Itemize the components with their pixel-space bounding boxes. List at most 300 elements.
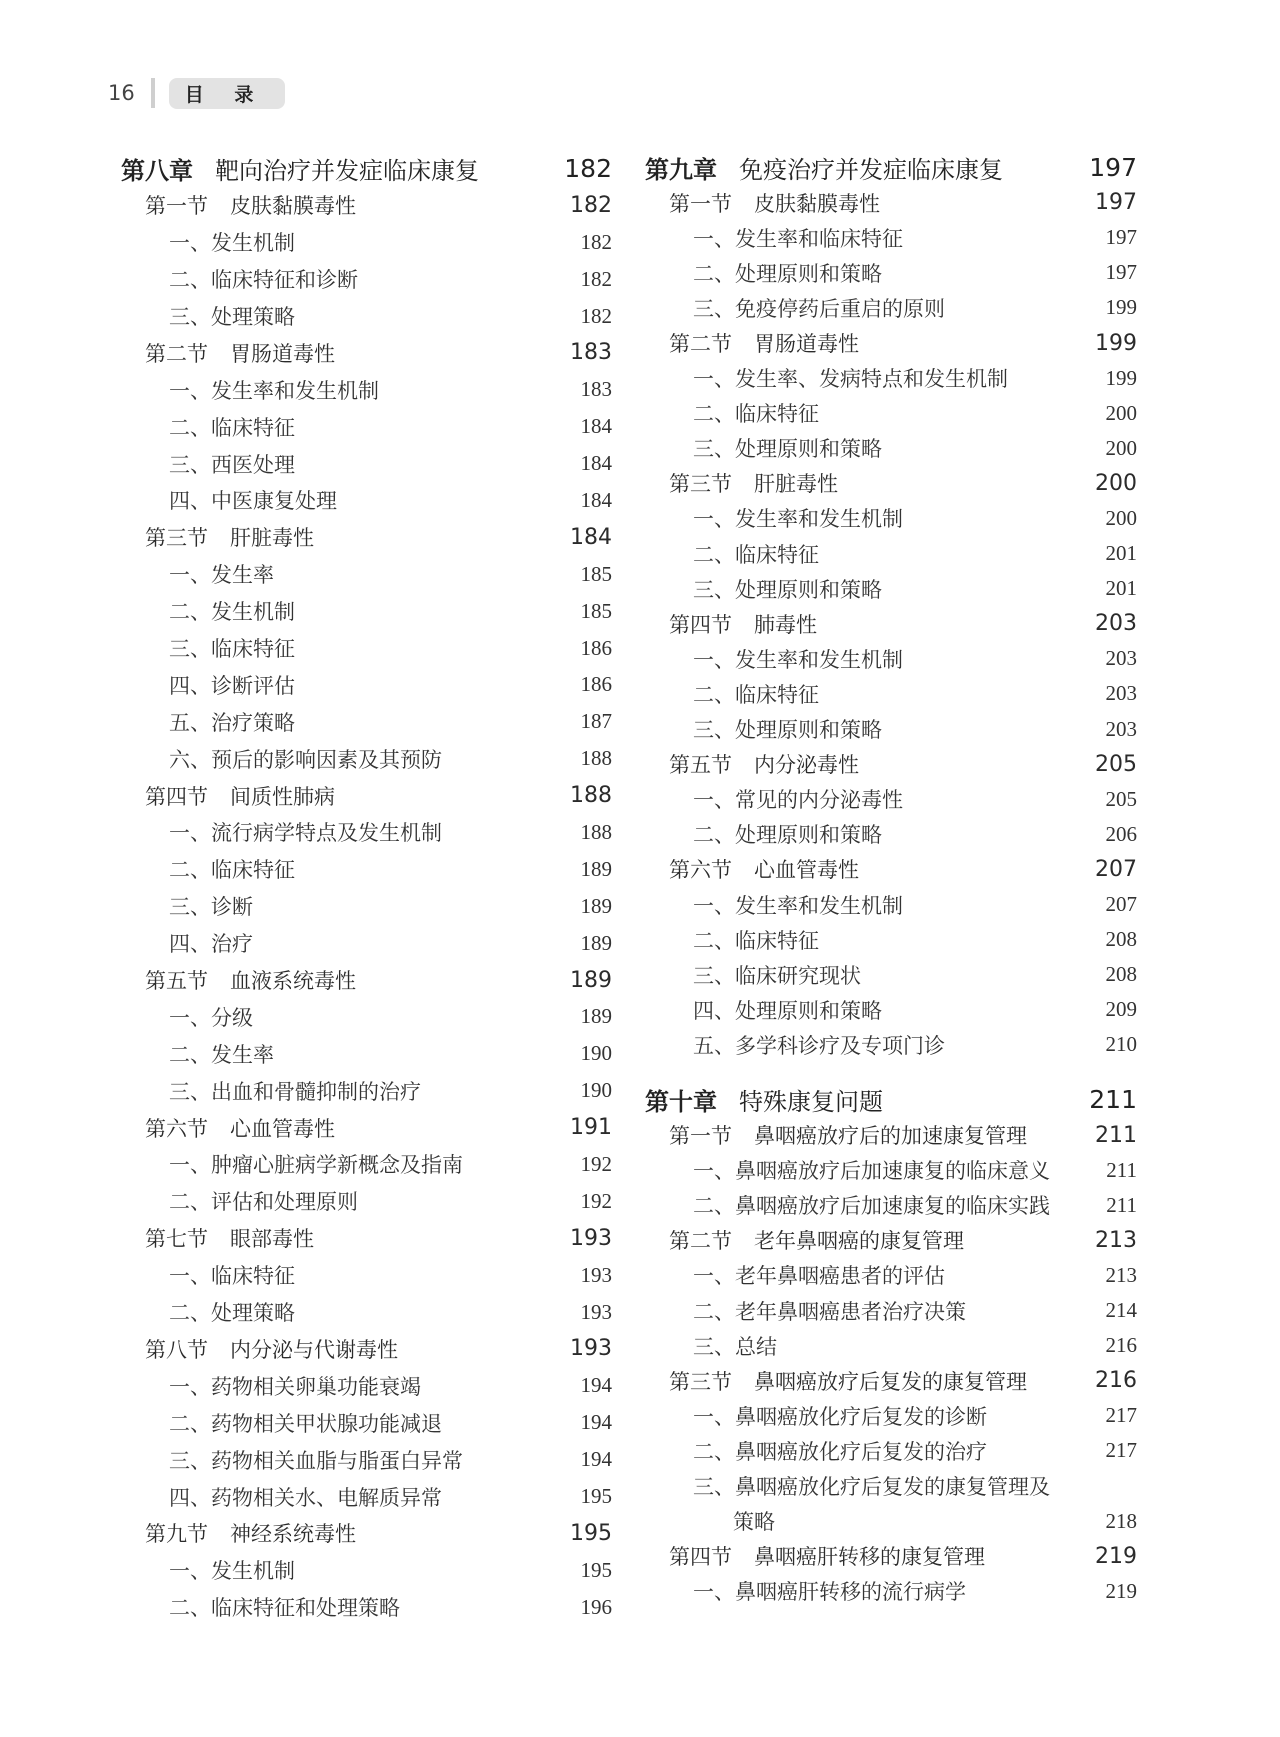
toc-entry-label	[169, 1149, 463, 1179]
toc-entry-label	[145, 190, 356, 220]
toc-section-row[interactable]	[121, 1109, 612, 1146]
toc-entry-label	[693, 1260, 945, 1290]
toc-entry-label	[169, 1592, 400, 1622]
toc-page-number: 219	[1095, 1543, 1137, 1569]
toc-entry-label	[693, 503, 903, 533]
toc-entry-label	[169, 1482, 442, 1512]
toc-item-row[interactable]	[645, 676, 1137, 711]
toc-entry-title: 特殊康复问题	[739, 1088, 883, 1117]
toc-item-row[interactable]	[121, 1146, 612, 1183]
toc-entry-title: 一、鼻咽癌放疗后加速康复的临床意义	[693, 1159, 1050, 1184]
toc-page-number: 216	[1105, 1333, 1137, 1358]
toc-item-row[interactable]	[645, 957, 1137, 992]
toc-section-row[interactable]	[121, 519, 612, 556]
toc-entry-title: 血液系统毒性	[230, 969, 356, 994]
toc-page-number: 211	[1106, 1157, 1137, 1182]
toc-page-number: 189	[580, 893, 612, 918]
toc-section-row[interactable]	[121, 1515, 612, 1552]
toc-entry-title: 靶向治疗并发症临床康复	[215, 156, 479, 185]
toc-entry-title: 二、临床特征	[693, 402, 819, 427]
toc-entry-title: 一、肿瘤心脏病学新概念及指南	[169, 1153, 463, 1178]
toc-entry-title: 三、处理原则和策略	[693, 437, 882, 462]
toc-entry-title: 五、治疗策略	[169, 710, 295, 735]
toc-entry-title: 二、鼻咽癌放疗后加速康复的临床实践	[693, 1194, 1050, 1219]
toc-page-number: 194	[580, 1447, 612, 1472]
chapter-number: 第九章	[645, 156, 717, 185]
toc-item-row[interactable]	[645, 1504, 1137, 1539]
toc-item-row[interactable]	[121, 261, 612, 298]
toc-item-row[interactable]	[645, 1188, 1137, 1223]
section-number: 第六节	[145, 1116, 208, 1141]
toc-page-number: 200	[1105, 400, 1137, 425]
toc-entry-label	[693, 1471, 1050, 1501]
toc-item-row[interactable]	[121, 224, 612, 261]
toc-item-row[interactable]	[121, 445, 612, 482]
toc-entry-title: 皮肤黏膜毒性	[230, 194, 356, 219]
toc-item-row[interactable]	[645, 641, 1137, 676]
toc-entry-label	[169, 1002, 253, 1032]
toc-item-row[interactable]	[645, 501, 1137, 536]
section-number: 第二节	[669, 332, 732, 357]
header-title: 目 录	[169, 78, 286, 109]
toc-item-row[interactable]	[121, 298, 612, 335]
toc-entry-title: 一、发生率	[169, 563, 274, 588]
toc-entry-title: 二、鼻咽癌放化疗后复发的治疗	[693, 1439, 987, 1464]
toc-item-row[interactable]	[121, 593, 612, 630]
toc-entry-title: 鼻咽癌肝转移的康复管理	[754, 1545, 985, 1570]
toc-entry-label	[693, 995, 882, 1025]
toc-entry-label	[169, 1076, 421, 1106]
toc-entry-title: 二、处理策略	[169, 1301, 295, 1326]
toc-entry-title: 二、临床特征	[693, 542, 819, 567]
toc-entry-label	[145, 1223, 314, 1253]
section-number: 第二节	[145, 341, 208, 366]
toc-entry-title: 一、发生率和发生机制	[693, 647, 903, 672]
section-number: 第九节	[145, 1522, 208, 1547]
toc-item-row[interactable]	[645, 817, 1137, 852]
toc-item-row[interactable]	[121, 1367, 612, 1404]
toc-page-number: 183	[570, 340, 612, 366]
toc-item-row[interactable]	[645, 290, 1137, 325]
toc-item-row[interactable]	[645, 220, 1137, 255]
toc-item-row[interactable]	[121, 740, 612, 777]
toc-entry-label	[693, 679, 819, 709]
toc-page-number: 199	[1105, 365, 1137, 390]
toc-section-row[interactable]	[645, 852, 1137, 887]
toc-section-row[interactable]	[121, 1220, 612, 1257]
toc-entry-title: 二、发生机制	[169, 600, 295, 625]
toc-page-number: 205	[1105, 786, 1137, 811]
toc-page-number: 182	[564, 153, 612, 183]
toc-entry-label	[169, 707, 295, 737]
toc-section-row[interactable]	[121, 1331, 612, 1368]
toc-page-number: 189	[570, 967, 612, 993]
toc-item-row[interactable]	[121, 1552, 612, 1589]
toc-entry-title: 二、处理原则和策略	[693, 823, 882, 848]
toc-item-row[interactable]	[121, 1072, 612, 1109]
toc-item-row[interactable]	[121, 888, 612, 925]
toc-item-row[interactable]	[121, 371, 612, 408]
toc-entry-label	[669, 1366, 1027, 1396]
toc-entry-title: 二、临床特征	[169, 415, 295, 440]
toc-page-number: 201	[1105, 576, 1137, 601]
toc-entry-label	[645, 150, 1003, 185]
toc-entry-label	[145, 522, 314, 552]
toc-entry-title: 二、临床特征和处理策略	[169, 1596, 400, 1621]
toc-entry-label	[169, 301, 295, 331]
toc-page-number: 192	[580, 1188, 612, 1213]
toc-entry-title: 二、评估和处理原则	[169, 1190, 358, 1215]
toc-entry-title: 二、老年鼻咽癌患者治疗决策	[693, 1299, 966, 1324]
toc-entry-title: 四、中医康复处理	[169, 489, 337, 514]
toc-entry-label	[645, 1082, 883, 1117]
toc-entry-title: 一、鼻咽癌肝转移的流行病学	[693, 1580, 966, 1605]
toc-item-row[interactable]	[645, 1328, 1137, 1363]
toc-item-row[interactable]	[121, 814, 612, 851]
toc-entry-title: 二、处理原则和策略	[693, 261, 882, 286]
toc-item-row[interactable]	[645, 1027, 1137, 1062]
toc-entry-label	[145, 965, 356, 995]
toc-item-row[interactable]	[121, 666, 612, 703]
section-number: 第二节	[669, 1229, 732, 1254]
toc-entry-title: 一、发生率和发生机制	[693, 507, 903, 532]
section-number: 第五节	[669, 753, 732, 778]
toc-item-row[interactable]	[645, 1433, 1137, 1468]
toc-entry-label	[693, 1296, 966, 1326]
toc-page-number: 214	[1105, 1298, 1137, 1323]
toc-page-number: 182	[580, 303, 612, 328]
toc-entry-title: 肝脏毒性	[230, 526, 314, 551]
toc-entry-label	[169, 1260, 295, 1290]
toc-section-row[interactable]	[645, 1223, 1137, 1258]
toc-section-row[interactable]	[645, 1539, 1137, 1574]
toc-column-left	[121, 150, 612, 1626]
chapter-number: 第十章	[645, 1088, 717, 1117]
toc-page-number: 182	[580, 266, 612, 291]
toc-entry-title: 六、预后的影响因素及其预防	[169, 747, 442, 772]
toc-item-row[interactable]	[121, 630, 612, 667]
toc-item-row[interactable]	[645, 431, 1137, 466]
toc-entry-label	[169, 227, 295, 257]
toc-entry-label	[693, 1155, 1050, 1185]
section-number: 第三节	[145, 526, 208, 551]
toc-entry-label	[669, 1225, 964, 1255]
page-number: 16	[108, 81, 135, 105]
toc-page-number: 184	[580, 487, 612, 512]
toc-entry-title: 二、临床特征	[693, 682, 819, 707]
toc-page-number: 195	[570, 1520, 612, 1546]
toc-column-right	[645, 150, 1137, 1609]
toc-entry-label	[145, 1518, 356, 1548]
toc-page-number: 187	[580, 709, 612, 734]
toc-entry-label	[121, 151, 479, 186]
toc-entry-label	[669, 328, 859, 358]
toc-section-row[interactable]	[121, 962, 612, 999]
toc-item-row[interactable]	[121, 1294, 612, 1331]
toc-page-number: 193	[570, 1336, 612, 1362]
toc-page-number: 197	[1105, 260, 1137, 285]
toc-entry-label	[693, 890, 903, 920]
section-number: 第五节	[145, 969, 208, 994]
toc-page-number: 189	[580, 930, 612, 955]
toc-entry-title: 二、药物相关甲状腺功能减退	[169, 1411, 442, 1436]
toc-page-number: 193	[580, 1299, 612, 1324]
toc-item-row[interactable]	[121, 1257, 612, 1294]
toc-item-row[interactable]	[645, 361, 1137, 396]
toc-item-row[interactable]	[645, 1153, 1137, 1188]
toc-page-number: 195	[580, 1557, 612, 1582]
toc-page-number: 191	[570, 1115, 612, 1141]
toc-chapter-row[interactable]	[645, 150, 1137, 185]
toc-entry-title: 三、鼻咽癌放化疗后复发的康复管理及	[693, 1475, 1050, 1500]
toc-entry-label	[693, 819, 882, 849]
toc-entry-title: 一、发生机制	[169, 231, 295, 256]
toc-page-number: 193	[570, 1225, 612, 1251]
toc-entry-label	[693, 714, 882, 744]
toc-page-number: 190	[580, 1041, 612, 1066]
toc-entry-label	[169, 1186, 358, 1216]
toc-entry-title: 眼部毒性	[230, 1227, 314, 1252]
toc-entry-label	[669, 468, 838, 498]
toc-entry-label	[669, 609, 817, 639]
toc-section-row[interactable]	[645, 466, 1137, 501]
toc-item-row[interactable]	[121, 1404, 612, 1441]
toc-page-number: 209	[1105, 997, 1137, 1022]
toc-chapter-row[interactable]	[645, 1082, 1137, 1117]
toc-item-row[interactable]	[645, 922, 1137, 957]
toc-entry-title: 老年鼻咽癌的康复管理	[754, 1229, 964, 1254]
toc-page-number: 195	[580, 1484, 612, 1508]
toc-chapter-row[interactable]	[121, 150, 612, 187]
section-number: 第四节	[669, 1545, 732, 1570]
toc-entry-title: 一、流行病学特点及发生机制	[169, 821, 442, 846]
toc-page-number: 184	[570, 524, 612, 550]
toc-entry-label	[669, 749, 859, 779]
toc-page-number: 188	[580, 819, 612, 844]
toc-section-row[interactable]	[645, 747, 1137, 782]
toc-entry-label	[693, 223, 903, 253]
toc-entry-title: 一、临床特征	[169, 1264, 295, 1289]
toc-entry-label	[169, 633, 295, 663]
toc-entry-title: 一、常见的内分泌毒性	[693, 788, 903, 813]
toc-entry-title: 一、发生率、发病特点和发生机制	[693, 367, 1008, 392]
toc-page-number: 182	[580, 229, 612, 254]
toc-entry-label	[693, 363, 1008, 393]
toc-item-row[interactable]	[645, 992, 1137, 1027]
toc-entry-title: 四、处理原则和策略	[693, 998, 882, 1023]
toc-entry-label	[693, 1436, 987, 1466]
toc-page-number: 185	[580, 561, 612, 586]
toc-entry-title: 三、处理策略	[169, 305, 295, 329]
toc-entry-title: 一、发生率和发生机制	[169, 378, 379, 403]
toc-section-row[interactable]	[645, 325, 1137, 360]
toc-page-number: 190	[580, 1078, 612, 1103]
toc-entry-label	[145, 338, 335, 368]
toc-item-row[interactable]	[645, 571, 1137, 606]
toc-item-row[interactable]	[645, 536, 1137, 571]
toc-page-number: 189	[580, 856, 612, 881]
toc-entry-title: 心血管毒性	[230, 1116, 335, 1141]
toc-page-number: 200	[1095, 470, 1137, 496]
toc-entry-title: 二、临床特征和诊断	[169, 268, 358, 293]
toc-item-row[interactable]	[121, 1478, 612, 1515]
toc-section-row[interactable]	[645, 1118, 1137, 1153]
toc-section-row[interactable]	[645, 1363, 1137, 1398]
toc-item-row[interactable]	[121, 1441, 612, 1478]
toc-page-number: 207	[1095, 856, 1137, 882]
toc-entry-label	[693, 1030, 945, 1060]
toc-entry-title: 三、药物相关血脂与脂蛋白异常	[169, 1448, 463, 1473]
section-number: 第一节	[669, 191, 732, 216]
toc-page-number: 200	[1105, 435, 1137, 460]
toc-entry-label	[169, 412, 295, 442]
toc-page-number: 182	[570, 192, 612, 218]
toc-item-row[interactable]	[645, 1574, 1137, 1609]
toc-page-number: 210	[1105, 1032, 1137, 1057]
toc-page-number: 217	[1105, 1438, 1137, 1463]
toc-page-number: 188	[580, 746, 612, 771]
toc-entry-label	[169, 744, 442, 774]
toc-entry-title: 免疫治疗并发症临床康复	[739, 156, 1003, 185]
toc-item-row[interactable]	[121, 556, 612, 593]
section-number: 第八节	[145, 1337, 208, 1362]
toc-item-row[interactable]	[645, 1293, 1137, 1328]
section-number: 第七节	[145, 1227, 208, 1252]
toc-entry-label	[169, 854, 295, 884]
toc-entry-title: 一、分级	[169, 1005, 253, 1030]
toc-entry-label	[169, 928, 253, 958]
toc-entry-label	[169, 264, 358, 294]
toc-item-row[interactable]	[645, 782, 1137, 817]
toc-item-row[interactable]	[645, 1468, 1137, 1503]
toc-entry-label	[169, 375, 379, 405]
toc-entry-label	[693, 398, 819, 428]
toc-entry-title: 一、药物相关卵巢功能衰竭	[169, 1374, 421, 1399]
toc-page-number: 197	[1105, 225, 1137, 250]
toc-section-row[interactable]	[121, 187, 612, 224]
toc-entry-title: 三、诊断	[169, 895, 253, 920]
toc-page-number: 206	[1105, 821, 1137, 846]
toc-item-row[interactable]	[121, 408, 612, 445]
toc-page-number: 200	[1105, 505, 1137, 530]
toc-entry-label	[169, 1297, 295, 1327]
toc-page-number: 192	[580, 1151, 612, 1176]
toc-entry-label	[169, 1445, 463, 1475]
toc-item-row[interactable]	[121, 925, 612, 962]
toc-item-row[interactable]	[121, 482, 612, 519]
toc-entry-label	[169, 485, 337, 515]
toc-entry-label	[169, 891, 253, 921]
toc-entry-label	[693, 258, 882, 288]
toc-entry-title: 四、诊断评估	[169, 673, 295, 698]
toc-page-number: 211	[1106, 1192, 1137, 1217]
toc-entry-title: 三、处理原则和策略	[693, 718, 882, 743]
toc-entry-title: 一、鼻咽癌放化疗后复发的诊断	[693, 1404, 987, 1429]
toc-entry-title: 胃肠道毒性	[230, 341, 335, 366]
toc-page-number: 203	[1095, 611, 1137, 637]
toc-item-row[interactable]	[645, 1258, 1137, 1293]
toc-entry-title: 肝脏毒性	[754, 472, 838, 497]
toc-entry-label	[669, 188, 880, 218]
toc-page-number: 194	[580, 1410, 612, 1435]
toc-page-number: 197	[1095, 190, 1137, 216]
toc-section-row[interactable]	[121, 777, 612, 814]
toc-entry-label	[169, 1408, 442, 1438]
toc-entry-label	[693, 539, 819, 569]
toc-item-row[interactable]	[121, 851, 612, 888]
toc-entry-label	[169, 559, 274, 589]
toc-page-number: 186	[580, 672, 612, 697]
toc-entry-title: 一、发生率和临床特征	[693, 226, 903, 251]
toc-entry-label	[645, 1506, 775, 1536]
toc-page-number: 216	[1095, 1368, 1137, 1394]
toc-item-row[interactable]	[645, 1398, 1137, 1433]
toc-item-row[interactable]	[645, 887, 1137, 922]
toc-entry-label	[693, 925, 819, 955]
section-number: 第四节	[669, 612, 732, 637]
section-number: 第六节	[669, 858, 732, 883]
toc-page-number: 219	[1105, 1578, 1137, 1603]
toc-page-number: 203	[1105, 646, 1137, 671]
toc-entry-label	[169, 449, 295, 479]
toc-item-row[interactable]	[645, 712, 1137, 747]
toc-section-row[interactable]	[645, 606, 1137, 641]
toc-page-number: 184	[580, 451, 612, 476]
toc-section-row[interactable]	[121, 334, 612, 371]
section-number: 第一节	[145, 194, 208, 219]
toc-entry-label	[693, 784, 903, 814]
toc-entry-title: 一、发生机制	[169, 1559, 295, 1584]
toc-entry-label	[693, 1331, 777, 1361]
toc-entry-label	[669, 1541, 985, 1571]
toc-item-row[interactable]	[121, 998, 612, 1035]
toc-page-number: 197	[1089, 153, 1137, 183]
toc-page-number: 185	[580, 598, 612, 623]
toc-entry-title: 内分泌与代谢毒性	[230, 1337, 398, 1362]
toc-entry-label	[169, 596, 295, 626]
toc-entry-title: 胃肠道毒性	[754, 332, 859, 357]
toc-entry-title: 三、临床特征	[169, 637, 295, 662]
toc-page-number: 186	[580, 635, 612, 660]
toc-item-row[interactable]	[121, 703, 612, 740]
toc-entry-title: 鼻咽癌放疗后复发的康复管理	[754, 1369, 1027, 1394]
toc-section-row[interactable]	[645, 185, 1137, 220]
toc-entry-title: 二、临床特征	[693, 928, 819, 953]
toc-entry-title: 策略	[733, 1510, 775, 1535]
toc-page-number: 203	[1105, 681, 1137, 706]
toc-item-row[interactable]	[121, 1183, 612, 1220]
toc-item-row[interactable]	[645, 396, 1137, 431]
section-number: 第三节	[669, 472, 732, 497]
section-number: 第三节	[669, 1369, 732, 1394]
toc-entry-label	[693, 433, 882, 463]
toc-item-row[interactable]	[121, 1035, 612, 1072]
toc-item-row[interactable]	[121, 1589, 612, 1626]
toc-entry-label	[169, 670, 295, 700]
toc-entry-label	[693, 1190, 1050, 1220]
toc-entry-title: 四、药物相关水、电解质异常	[169, 1485, 442, 1510]
toc-item-row[interactable]	[645, 255, 1137, 290]
toc-page-number: 189	[580, 1004, 612, 1029]
toc-entry-label	[145, 1113, 335, 1143]
toc-entry-title: 三、临床研究现状	[693, 963, 861, 988]
toc-entry-title: 间质性肺病	[230, 784, 335, 809]
toc-entry-title: 皮肤黏膜毒性	[754, 191, 880, 216]
toc-entry-title: 二、发生率	[169, 1042, 274, 1067]
section-number: 第四节	[145, 784, 208, 809]
toc-entry-title: 四、治疗	[169, 932, 253, 957]
toc-entry-title: 五、多学科诊疗及专项门诊	[693, 1033, 945, 1058]
